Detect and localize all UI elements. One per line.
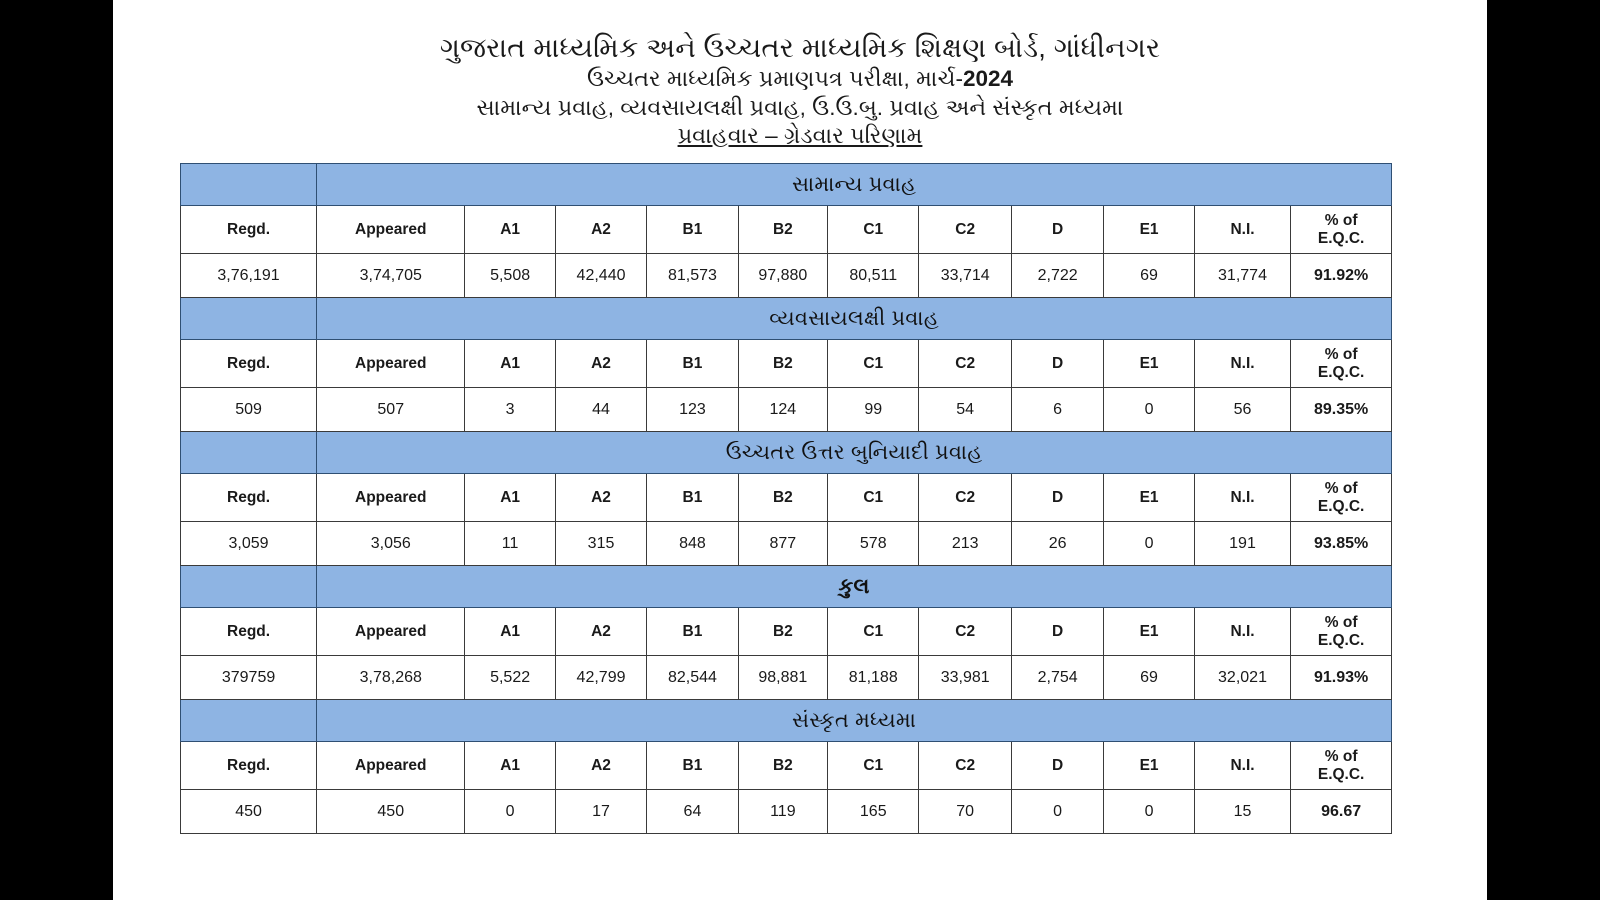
col-header-regd: Regd. xyxy=(181,474,317,522)
cell-eqc-percent: 91.92% xyxy=(1291,254,1392,298)
exam-title xyxy=(113,66,1487,93)
cell-b1: 848 xyxy=(647,522,738,566)
col-header-d: D xyxy=(1011,608,1103,656)
col-header-a1: A1 xyxy=(465,474,555,522)
col-header-c1: C1 xyxy=(828,340,919,388)
cell-c1: 99 xyxy=(828,388,919,432)
cell-e1: 69 xyxy=(1104,656,1194,700)
cell-d: 6 xyxy=(1011,388,1103,432)
cell-a2: 42,440 xyxy=(555,254,646,298)
cell-b2: 97,880 xyxy=(738,254,827,298)
slide-canvas xyxy=(113,0,1487,900)
col-header-eqc xyxy=(1291,608,1392,656)
cell-regd: 509 xyxy=(181,388,317,432)
cell-e1: 69 xyxy=(1104,254,1194,298)
col-header-d: D xyxy=(1011,206,1103,254)
cell-b1: 81,573 xyxy=(647,254,738,298)
table-row-total xyxy=(181,656,1392,700)
col-header-a2: A2 xyxy=(555,608,646,656)
col-header-regd: Regd. xyxy=(181,608,317,656)
column-header-row xyxy=(181,206,1392,254)
table-row xyxy=(181,790,1392,834)
col-header-a2: A2 xyxy=(555,340,646,388)
column-header-row xyxy=(181,608,1392,656)
cell-e1: 0 xyxy=(1104,790,1194,834)
col-header-b1: B1 xyxy=(647,340,738,388)
stream-header-row xyxy=(181,298,1392,340)
cell-d: 26 xyxy=(1011,522,1103,566)
cell-a1: 11 xyxy=(465,522,555,566)
col-header-b2: B2 xyxy=(738,474,827,522)
cell-c2: 33,714 xyxy=(919,254,1011,298)
col-header-d: D xyxy=(1011,340,1103,388)
col-header-regd: Regd. xyxy=(181,206,317,254)
stream-header-row xyxy=(181,432,1392,474)
table-body xyxy=(181,164,1392,834)
stream-title-total: કુલ xyxy=(317,566,1392,608)
board-title: ગુજરાત માધ્યમિક અને ઉચ્ચતર માધ્યમિક શિક્ષણ બોર્ડ, ગાંધીનગર xyxy=(439,32,1161,63)
cell-c2: 54 xyxy=(919,388,1011,432)
col-header-a2: A2 xyxy=(555,474,646,522)
stream-header-spacer xyxy=(181,700,317,742)
cell-appeared: 507 xyxy=(317,388,465,432)
table-row xyxy=(181,522,1392,566)
cell-regd: 3,059 xyxy=(181,522,317,566)
stream-header-spacer xyxy=(181,566,317,608)
table-row xyxy=(181,254,1392,298)
col-header-e1: E1 xyxy=(1104,474,1194,522)
col-header-a1: A1 xyxy=(465,742,555,790)
cell-b2: 124 xyxy=(738,388,827,432)
exam-year: 2024 xyxy=(962,66,1013,92)
cell-eqc-percent: 96.67 xyxy=(1291,790,1392,834)
cell-e1: 0 xyxy=(1104,388,1194,432)
cell-ni: 15 xyxy=(1194,790,1291,834)
col-header-appeared: Appeared xyxy=(317,742,465,790)
cell-a2: 315 xyxy=(555,522,646,566)
cell-b1: 64 xyxy=(647,790,738,834)
eqc-header-line2: E.Q.C. xyxy=(1317,631,1365,649)
cell-b1: 82,544 xyxy=(647,656,738,700)
cell-ni: 31,774 xyxy=(1194,254,1291,298)
cell-appeared: 3,78,268 xyxy=(317,656,465,700)
eqc-header-line1: % of xyxy=(1324,479,1358,497)
col-header-c1: C1 xyxy=(828,206,919,254)
result-type-subtitle xyxy=(113,123,1487,150)
eqc-header-line1: % of xyxy=(1324,613,1358,631)
cell-c1: 81,188 xyxy=(828,656,919,700)
col-header-a1: A1 xyxy=(465,340,555,388)
col-header-appeared: Appeared xyxy=(317,608,465,656)
cell-c2: 33,981 xyxy=(919,656,1011,700)
cell-d: 0 xyxy=(1011,790,1103,834)
cell-a2: 44 xyxy=(555,388,646,432)
col-header-a2: A2 xyxy=(555,206,646,254)
col-header-e1: E1 xyxy=(1104,206,1194,254)
col-header-c1: C1 xyxy=(828,608,919,656)
col-header-d: D xyxy=(1011,742,1103,790)
cell-a2: 42,799 xyxy=(555,656,646,700)
col-header-c2: C2 xyxy=(919,474,1011,522)
col-header-b2: B2 xyxy=(738,206,827,254)
col-header-eqc xyxy=(1291,340,1392,388)
cell-ni: 56 xyxy=(1194,388,1291,432)
eqc-header-line1: % of xyxy=(1324,345,1358,363)
stream-title: વ્યવસાયલક્ષી પ્રવાહ xyxy=(317,298,1392,340)
col-header-ni: N.I. xyxy=(1194,474,1291,522)
eqc-header-line2: E.Q.C. xyxy=(1317,363,1365,381)
col-header-b2: B2 xyxy=(738,340,827,388)
stream-title: ઉચ્ચતર ઉત્તર બુનિયાદી પ્રવાહ xyxy=(317,432,1392,474)
cell-a1: 5,508 xyxy=(465,254,555,298)
cell-eqc-percent: 91.93% xyxy=(1291,656,1392,700)
col-header-regd: Regd. xyxy=(181,340,317,388)
cell-b2: 877 xyxy=(738,522,827,566)
col-header-appeared: Appeared xyxy=(317,206,465,254)
col-header-c2: C2 xyxy=(919,742,1011,790)
column-header-row xyxy=(181,474,1392,522)
col-header-a1: A1 xyxy=(465,608,555,656)
stream-header-spacer xyxy=(181,164,317,206)
stream-title: સંસ્કૃત મધ્યમા xyxy=(317,700,1392,742)
cell-d: 2,722 xyxy=(1011,254,1103,298)
col-header-d: D xyxy=(1011,474,1103,522)
col-header-appeared: Appeared xyxy=(317,340,465,388)
cell-appeared: 450 xyxy=(317,790,465,834)
col-header-b2: B2 xyxy=(738,608,827,656)
stream-header-row-total xyxy=(181,566,1392,608)
cell-c2: 70 xyxy=(919,790,1011,834)
exam-title-text: ઉચ્ચતર માધ્યમિક પ્રમાણપત્ર પરીક્ષા, માર્ચ- xyxy=(587,66,963,92)
col-header-ni: N.I. xyxy=(1194,742,1291,790)
col-header-b1: B1 xyxy=(647,608,738,656)
stream-header-row xyxy=(181,164,1392,206)
col-header-appeared: Appeared xyxy=(317,474,465,522)
eqc-header-line2: E.Q.C. xyxy=(1317,497,1365,515)
col-header-c1: C1 xyxy=(828,474,919,522)
eqc-header-line1: % of xyxy=(1324,211,1358,229)
eqc-header-line2: E.Q.C. xyxy=(1317,765,1365,783)
col-header-c2: C2 xyxy=(919,206,1011,254)
cell-c1: 80,511 xyxy=(828,254,919,298)
table-row xyxy=(181,388,1392,432)
result-type-underlined: પ્રવાહવાર – ગ્રેડવાર પરિણામ xyxy=(677,122,923,148)
col-header-eqc xyxy=(1291,206,1392,254)
col-header-eqc xyxy=(1291,742,1392,790)
col-header-e1: E1 xyxy=(1104,340,1194,388)
col-header-eqc xyxy=(1291,474,1392,522)
cell-appeared: 3,74,705 xyxy=(317,254,465,298)
column-header-row xyxy=(181,742,1392,790)
stream-header-spacer xyxy=(181,432,317,474)
stream-header-spacer xyxy=(181,298,317,340)
eqc-header-line1: % of xyxy=(1324,747,1358,765)
stream-title: સામાન્ય પ્રવાહ xyxy=(317,164,1392,206)
cell-b2: 98,881 xyxy=(738,656,827,700)
title-block xyxy=(113,32,1487,149)
cell-c2: 213 xyxy=(919,522,1011,566)
cell-c1: 578 xyxy=(828,522,919,566)
cell-a1: 0 xyxy=(465,790,555,834)
cell-ni: 191 xyxy=(1194,522,1291,566)
stream-header-row xyxy=(181,700,1392,742)
col-header-ni: N.I. xyxy=(1194,608,1291,656)
cell-regd: 450 xyxy=(181,790,317,834)
cell-b1: 123 xyxy=(647,388,738,432)
cell-a1: 3 xyxy=(465,388,555,432)
cell-d: 2,754 xyxy=(1011,656,1103,700)
col-header-e1: E1 xyxy=(1104,608,1194,656)
eqc-header-line2: E.Q.C. xyxy=(1317,229,1365,247)
cell-a1: 5,522 xyxy=(465,656,555,700)
cell-appeared: 3,056 xyxy=(317,522,465,566)
col-header-b1: B1 xyxy=(647,206,738,254)
cell-eqc-percent: 93.85% xyxy=(1291,522,1392,566)
grade-result-table xyxy=(180,163,1392,834)
col-header-c1: C1 xyxy=(828,742,919,790)
streams-subtitle: સામાન્ય પ્રવાહ, વ્યવસાયલક્ષી પ્રવાહ, ઉ.ઉ.બુ. પ્રવાહ અને સંસ્કૃત મધ્યમા xyxy=(476,94,1124,120)
cell-regd: 379759 xyxy=(181,656,317,700)
cell-eqc-percent: 89.35% xyxy=(1291,388,1392,432)
col-header-ni: N.I. xyxy=(1194,340,1291,388)
col-header-ni: N.I. xyxy=(1194,206,1291,254)
col-header-a2: A2 xyxy=(555,742,646,790)
cell-regd: 3,76,191 xyxy=(181,254,317,298)
col-header-b1: B1 xyxy=(647,742,738,790)
column-header-row xyxy=(181,340,1392,388)
col-header-b2: B2 xyxy=(738,742,827,790)
cell-c1: 165 xyxy=(828,790,919,834)
col-header-b1: B1 xyxy=(647,474,738,522)
col-header-c2: C2 xyxy=(919,340,1011,388)
col-header-e1: E1 xyxy=(1104,742,1194,790)
cell-b2: 119 xyxy=(738,790,827,834)
cell-e1: 0 xyxy=(1104,522,1194,566)
cell-ni: 32,021 xyxy=(1194,656,1291,700)
cell-a2: 17 xyxy=(555,790,646,834)
col-header-a1: A1 xyxy=(465,206,555,254)
col-header-regd: Regd. xyxy=(181,742,317,790)
col-header-c2: C2 xyxy=(919,608,1011,656)
